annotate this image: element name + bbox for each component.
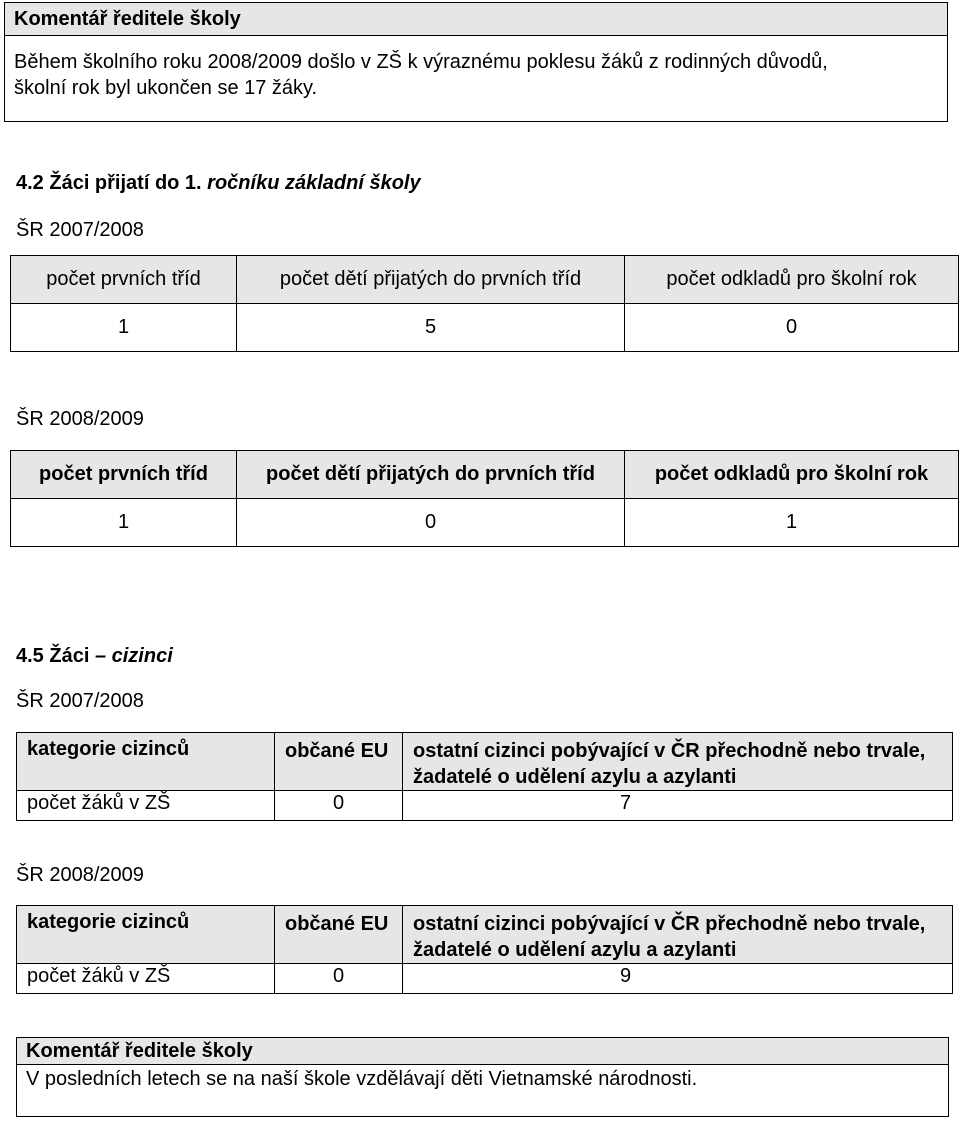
first-grade-table-2007	[10, 255, 959, 352]
value-eu-citizens: 0	[275, 964, 403, 994]
director-comment-line-1: Během školního roku 2008/2009 došlo v ZŠ k výraznému poklesu žáků z rodinných důvodů,	[14, 51, 828, 73]
header-eu-citizens: občané EU	[275, 733, 403, 791]
value-other-foreigners: 9	[403, 964, 953, 994]
foreigners-table-2008	[16, 905, 953, 994]
value-deferrals: 1	[625, 499, 959, 547]
row-label-pupil-count: počet žáků v ZŠ	[17, 964, 275, 994]
header-other-foreigners: ostatní cizinci pobývající v ČR přechodně nebo trvale, žadatelé o udělení azylu a azylanti	[403, 906, 953, 964]
row-label-pupil-count: počet žáků v ZŠ	[17, 791, 275, 821]
director-comment-box-bottom	[16, 1037, 949, 1117]
heading-italic-part: ročníku základní školy	[201, 172, 421, 194]
year-label-first-grade-2008: ŠR 2008/2009	[16, 408, 144, 430]
header-other-foreigners: ostatní cizinci pobývající v ČR přechodně nebo trvale, žadatelé o udělení azylu a azylanti	[403, 733, 953, 791]
value-deferrals: 0	[625, 304, 959, 352]
header-first-classes: počet prvních tříd	[11, 256, 237, 304]
header-children-admitted: počet dětí přijatých do prvních tříd	[237, 256, 625, 304]
heading-italic-part: – cizinci	[89, 645, 173, 667]
value-eu-citizens: 0	[275, 791, 403, 821]
director-comment-title-bottom: Komentář ředitele školy	[17, 1038, 948, 1065]
director-comment-text-bottom: V posledních letech se na naší škole vzdělávají děti Vietnamské národnosti.	[26, 1068, 698, 1090]
value-first-classes: 1	[11, 304, 237, 352]
header-deferrals: počet odkladů pro školní rok	[625, 451, 959, 499]
value-other-foreigners: 7	[403, 791, 953, 821]
first-grade-table-2008	[10, 450, 959, 547]
year-label-foreigners-2007: ŠR 2007/2008	[16, 690, 144, 712]
value-first-classes: 1	[11, 499, 237, 547]
year-label-foreigners-2008: ŠR 2008/2009	[16, 864, 144, 886]
director-comment-line-2: školní rok byl ukončen se 17 žáky.	[14, 77, 318, 99]
header-first-classes: počet prvních tříd	[11, 451, 237, 499]
section-heading-foreigners	[16, 645, 173, 668]
value-children-admitted: 5	[237, 304, 625, 352]
value-children-admitted: 0	[237, 499, 625, 547]
director-comment-box	[4, 2, 948, 122]
header-eu-citizens: občané EU	[275, 906, 403, 964]
header-children-admitted: počet dětí přijatých do prvních tříd	[237, 451, 625, 499]
foreigners-table-2007	[16, 732, 953, 821]
header-deferrals: počet odkladů pro školní rok	[625, 256, 959, 304]
director-comment-text	[5, 36, 947, 101]
header-foreigner-category: kategorie cizinců	[17, 906, 275, 964]
director-comment-title: Komentář ředitele školy	[5, 3, 947, 36]
heading-number-part: 4.5 Žáci	[16, 645, 90, 667]
section-heading-first-grade	[16, 172, 421, 195]
heading-number-part: 4.2 Žáci přijatí do 1.	[16, 172, 202, 194]
header-foreigner-category: kategorie cizinců	[17, 733, 275, 791]
year-label-first-grade-2007: ŠR 2007/2008	[16, 219, 144, 241]
